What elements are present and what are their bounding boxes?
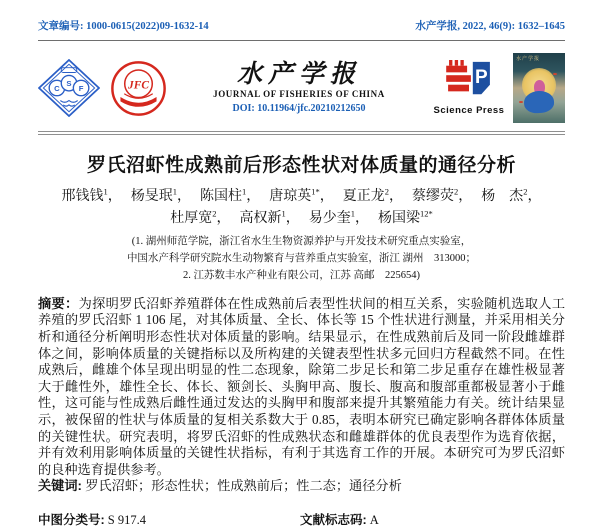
svg-text:S: S [66, 79, 72, 89]
author: 杨旻珉$^1$ [130, 186, 177, 204]
svg-text:JFC: JFC [128, 79, 149, 91]
abstract-line: 养殖的罗氏沼虾 1 106 尾，对其体质量、全长、体长等 15 个性状进行测量，并采用相关分 [38, 312, 565, 328]
svg-text:F: F [78, 83, 84, 93]
svg-text:C: C [54, 83, 60, 93]
affiliation-line: 中国水产科学研究院水生动物繁育与营养重点实验室，浙江 湖州 313000； [126, 253, 477, 265]
affiliations [38, 234, 565, 284]
abstract-line: 示，被保留的性状与体质量的复相关系数大于 0.85，表明本研究已确定影响各群体体质量 [38, 411, 565, 427]
masthead-divider [38, 131, 565, 135]
author: 陈国柱$^1$ [200, 186, 247, 204]
doi-text: DOI: 10.11964/jfc.20210212650 [232, 103, 366, 115]
author: 杨国梁$^{12*}$ [378, 208, 433, 226]
classification-row [38, 510, 565, 528]
clc-item [38, 510, 300, 528]
author: 蔡缪荧$^2$ [412, 186, 459, 204]
doc-code-item [300, 510, 379, 528]
abstract-line: 性，这可能与性成熟后雌性通过发达的头胸甲和腹部来提升其繁殖能力有关。统计结果显 [38, 395, 565, 411]
clc-label: 中图分类号: [38, 512, 105, 527]
abstract-line: 大于雌性外，雄性全长、体长、额剑长、头胸甲高、腹长、腹高和腹部重都极显著小于雌 [38, 378, 565, 394]
abstract-line: 摘要：为探明罗氏沼虾养殖群体在性成熟前后表型性状间的相互关系，实验随机选取人工 [38, 295, 566, 311]
abstract-line: 的良种选育提供参考。 [38, 461, 170, 477]
page-title: 罗氏沼虾性成熟前后形态性状对体质量的通径分析 [86, 155, 516, 176]
authors-line-1: 邢钱钱$^1$， 杨旻珉$^1$， 陈国柱$^1$， 唐琼英$^{1*}$， 夏正龙$^2$， 蔡缪荧$^2$， 杨 杰$^2$， [61, 186, 542, 204]
clc-value: S 917.4 [104, 512, 146, 527]
science-press-label: Science Press [433, 105, 505, 116]
journal-citation: 水产学报, 2022, 46(9): 1632–1645 [415, 21, 565, 32]
doc-code-label: 文献标志码: [300, 512, 367, 527]
csf-society-logo-icon [38, 59, 100, 117]
affiliation-line: 2. 江苏数丰水产种业有限公司，江苏 高邮 225654) [182, 269, 421, 281]
journal-name-cn: 水产学报 [236, 60, 361, 88]
abstract [38, 296, 565, 495]
authors-line-2: 杜厚宽$^2$， 高权新$^1$， 易少奎$^1$， 杨国梁$^{12*}$ [170, 208, 433, 226]
journal-cover-image: 水产学报 [513, 53, 565, 123]
abstract-line: 成熟后，雌雄个体呈现出明显的性二态现象，除第二步足长和第二步足重存在雄性极显著 [38, 362, 565, 378]
journal-name-en: JOURNAL OF FISHERIES OF CHINA [213, 89, 385, 100]
author: 夏正龙$^2$ [342, 186, 389, 204]
keywords-line [38, 478, 565, 495]
abstract-line: 体之间，影响体质量的关键指标以及所构建的关键表型性状多元回归方程截然不同。在性 [38, 345, 565, 361]
abstract-line: 并有效利用影响体质量的关键性状指标，有利于其选育工作的开展。本研究可为罗氏沼虾 [38, 445, 565, 461]
article-number: 文章编号: 1000-0615(2022)09-1632-14 [38, 21, 209, 32]
author: 邢钱钱$^1$ [61, 186, 108, 204]
doc-code-value: A [366, 512, 379, 527]
page-header [38, 18, 565, 33]
author: 高权新$^1$ [239, 208, 286, 226]
author: 杜厚宽$^2$ [170, 208, 217, 226]
cover-lotus-leaf [523, 90, 554, 114]
author: 易少奎$^1$ [308, 208, 355, 226]
affiliation-line: (1. 湖州师范学院，浙江省水生生物资源养护与开发技术研究重点实验室， [131, 236, 472, 248]
author: 杨 杰$^2$ [481, 186, 528, 204]
keywords-label: 关键词: [38, 478, 82, 494]
abstract-label: 摘要： [38, 295, 79, 311]
journal-masthead-center [167, 62, 431, 114]
science-press-logo-icon [444, 60, 494, 98]
author: 唐琼英$^{1*}$ [269, 186, 320, 204]
abstract-line: 的关键性状。研究表明，将罗氏沼虾的性成熟状态和雌雄群体的优良表型作为选育依据， [38, 428, 565, 444]
abstract-line: 析和通径分析阐明形态性状对体质量的影响。结果显示，在性成熟前后及同一阶段雌雄群 [38, 328, 565, 344]
svg-text:P: P [475, 66, 488, 88]
masthead [38, 50, 565, 126]
science-press-block [431, 60, 507, 116]
keywords-text: 罗氏沼虾；形态性状；性成熟前后；性二态；通径分析 [81, 478, 402, 494]
header-divider [38, 40, 565, 41]
jfc-journal-logo-icon [110, 60, 167, 117]
